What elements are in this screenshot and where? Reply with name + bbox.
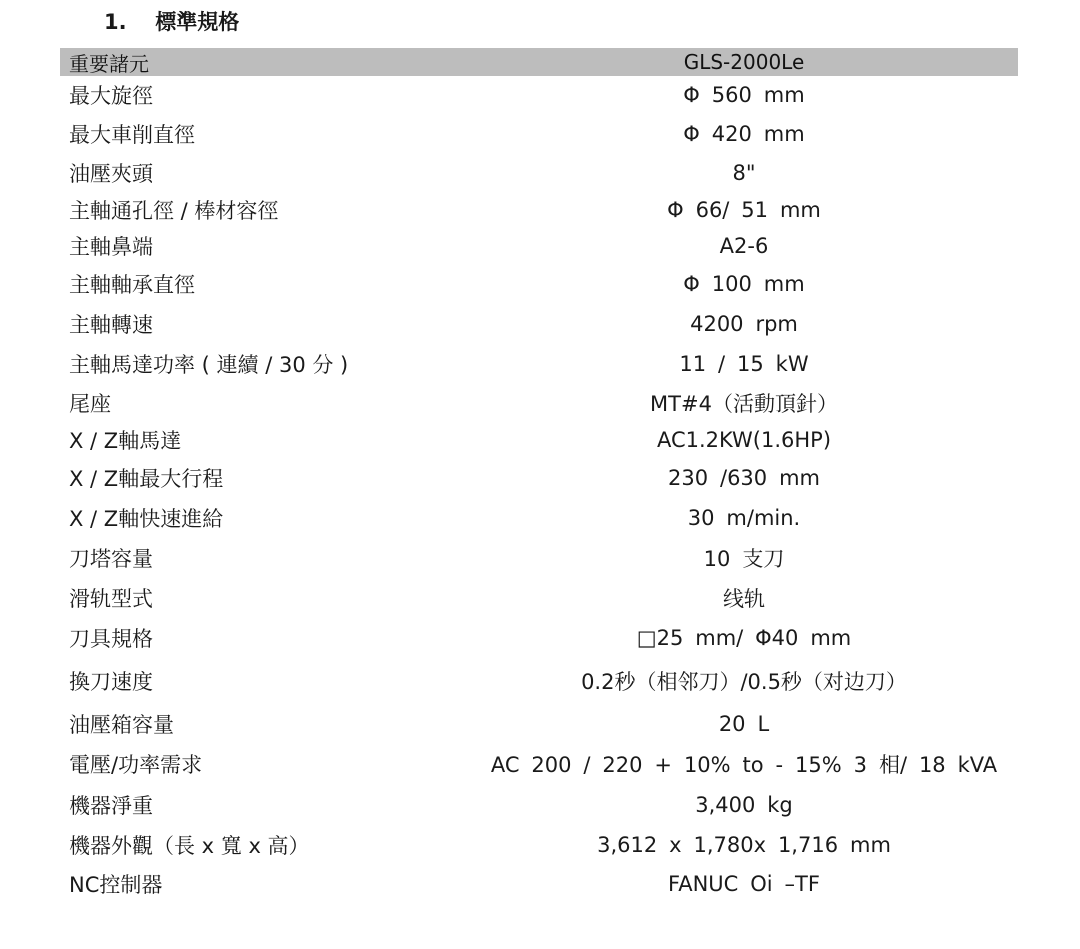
spec-label: 主軸轉速 (69, 313, 153, 337)
spec-label: 刀具規格 (69, 627, 153, 651)
spec-value: 10 支刀 (703, 547, 785, 571)
spec-label: 刀塔容量 (69, 547, 153, 571)
spec-value: 230 /630 mm (667, 466, 820, 490)
spec-value: MT#4（活動頂針） (650, 392, 838, 416)
spec-label: 機器外觀（長 x 寬 x 高） (69, 834, 310, 858)
spec-label: NC控制器 (69, 873, 163, 897)
spec-label: 機器淨重 (69, 794, 153, 818)
spec-table-body (60, 76, 1018, 904)
spec-table-header (60, 48, 1018, 76)
spec-row (60, 498, 1018, 538)
spec-value: Φ 100 mm (683, 272, 805, 296)
spec-row (60, 304, 1018, 344)
spec-row (60, 618, 1018, 658)
spec-row (60, 114, 1018, 154)
spec-table (60, 48, 1018, 904)
spec-row (60, 704, 1018, 744)
spec-value: A2-6 (719, 234, 769, 258)
spec-label: 尾座 (69, 392, 111, 416)
spec-value: Φ 420 mm (683, 122, 805, 146)
spec-value: 30 m/min. (687, 506, 801, 530)
spec-label: 油壓夾頭 (69, 162, 153, 186)
spec-label: 主軸馬達功率 ( 連續 / 30 分 ) (69, 353, 349, 377)
section-title (104, 6, 239, 38)
spec-value: 8" (732, 161, 756, 185)
spec-row (60, 826, 1018, 864)
spec-row (60, 344, 1018, 384)
spec-row (60, 658, 1018, 704)
spec-value: 4200 rpm (690, 312, 798, 336)
spec-value: 11 / 15 kW (679, 352, 809, 376)
spec-row (60, 578, 1018, 618)
spec-label: X / Z軸馬達 (69, 429, 182, 453)
spec-value: AC1.2KW(1.6HP) (656, 428, 832, 452)
spec-label: X / Z軸快速進給 (69, 507, 224, 531)
spec-value: Φ 560 mm (683, 83, 805, 107)
spec-label: 主軸鼻端 (69, 235, 153, 259)
spec-label: X / Z軸最大行程 (69, 467, 224, 491)
spec-label: 最大旋徑 (69, 84, 153, 108)
spec-value: 3,612 x 1,780x 1,716 mm (597, 833, 891, 857)
spec-row (60, 458, 1018, 498)
spec-label: 電壓/功率需求 (69, 753, 203, 777)
spec-value: Φ 66/ 51 mm (667, 198, 821, 222)
spec-row (60, 154, 1018, 192)
spec-row (60, 228, 1018, 264)
spec-value: 0.2秒（相邻刀）/0.5秒（对边刀） (581, 670, 907, 694)
spec-label: 油壓箱容量 (69, 713, 174, 737)
spec-row (60, 264, 1018, 304)
spec-label: 主軸軸承直徑 (69, 273, 195, 297)
header-label: 重要諸元 (69, 51, 149, 76)
spec-row (60, 864, 1018, 904)
spec-value: 20 L (718, 712, 770, 736)
spec-row (60, 538, 1018, 578)
spec-row (60, 422, 1018, 458)
spec-label: 滑轨型式 (69, 587, 153, 611)
spec-row (60, 744, 1018, 784)
spec-label: 主軸通孔徑 / 棒材容徑 (69, 199, 279, 223)
section-title-text: 標準規格 (155, 10, 240, 34)
section-number: 1. (104, 10, 127, 34)
header-model: GLS-2000Le (683, 50, 805, 74)
spec-value: AC 200 / 220 + 10% to - 15% 3 相/ 18 kVA (490, 753, 998, 777)
spec-label: 換刀速度 (69, 670, 153, 694)
spec-value: FANUC Oi –TF (668, 872, 820, 896)
spec-label: 最大車削直徑 (69, 123, 195, 147)
spec-value: 3,400 kg (695, 793, 793, 817)
spec-value: □25 mm/ Φ40 mm (636, 626, 852, 650)
spec-row (60, 192, 1018, 228)
spec-row (60, 76, 1018, 114)
spec-row (60, 384, 1018, 422)
spec-row (60, 784, 1018, 826)
spec-value: 线轨 (723, 587, 765, 611)
